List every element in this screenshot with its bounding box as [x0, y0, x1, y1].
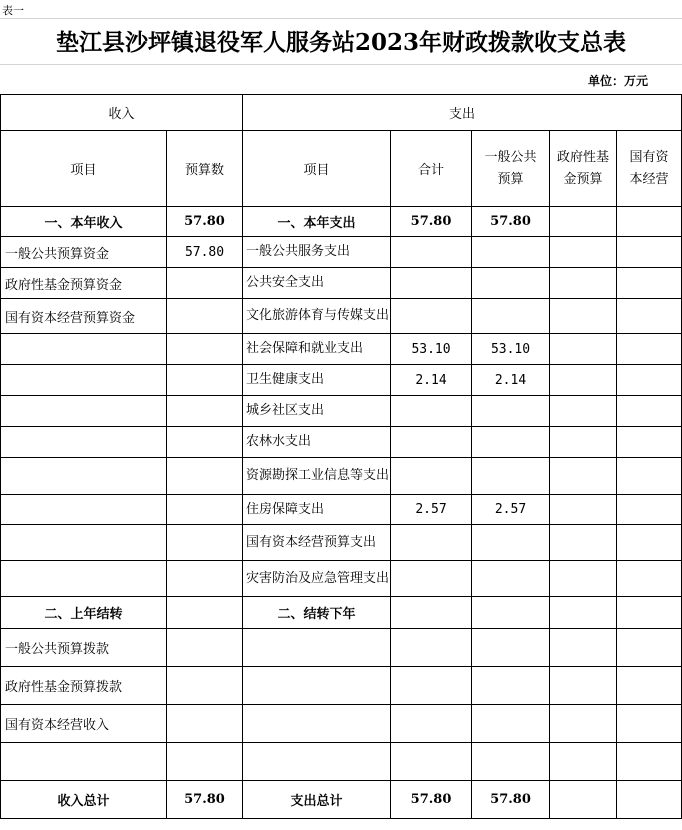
state-capital-cell	[617, 525, 682, 561]
income-value-cell	[167, 396, 243, 427]
gov-fund-cell	[550, 667, 617, 705]
total-value-cell: 57.80	[391, 207, 472, 237]
income-item-cell: 政府性基金预算拨款	[1, 667, 167, 705]
gov-fund-cell	[550, 781, 617, 819]
general-budget-cell: 53.10	[472, 334, 550, 365]
budget-table	[0, 94, 682, 819]
expense-item-cell: 卫生健康支出	[243, 365, 391, 396]
income-item-cell	[1, 365, 167, 396]
income-value-cell	[167, 667, 243, 705]
income-value-cell	[167, 458, 243, 495]
income-item-cell: 二、上年结转	[1, 597, 167, 629]
section-header-row	[1, 95, 682, 131]
expense-item-cell: 国有资本经营预算支出	[243, 525, 391, 561]
income-item-cell: 收入总计	[1, 781, 167, 819]
income-value-cell	[167, 268, 243, 299]
gov-fund-cell	[550, 561, 617, 597]
expense-item-cell: 支出总计	[243, 781, 391, 819]
income-value-cell: 57.80	[167, 207, 243, 237]
gov-fund-cell	[550, 396, 617, 427]
gov-fund-cell	[550, 237, 617, 268]
state-capital-cell	[617, 667, 682, 705]
income-item-header: 项目	[1, 131, 167, 207]
state-capital-cell	[617, 743, 682, 781]
state-capital-cell	[617, 207, 682, 237]
table-row	[1, 365, 682, 396]
total-header: 合计	[391, 131, 472, 207]
table-row	[1, 667, 682, 705]
gov-fund-header: 政府性基金预算	[550, 131, 617, 207]
gov-fund-cell	[550, 334, 617, 365]
income-item-cell	[1, 743, 167, 781]
general-budget-cell: 2.14	[472, 365, 550, 396]
expense-item-cell: 灾害防治及应急管理支出	[243, 561, 391, 597]
expense-item-cell: 城乡社区支出	[243, 396, 391, 427]
income-value-cell: 57.80	[167, 237, 243, 268]
expense-item-cell: 文化旅游体育与传媒支出	[243, 299, 391, 334]
income-item-cell	[1, 495, 167, 525]
gov-fund-cell	[550, 299, 617, 334]
general-budget-cell	[472, 396, 550, 427]
general-budget-cell	[472, 705, 550, 743]
income-value-cell	[167, 629, 243, 667]
table-row	[1, 299, 682, 334]
page-title: 垫江县沙坪镇退役军人服务站2023年财政拨款收支总表	[55, 29, 626, 56]
state-capital-cell	[617, 334, 682, 365]
total-value-cell: 2.14	[391, 365, 472, 396]
budget-header: 预算数	[167, 131, 243, 207]
general-budget-cell	[472, 561, 550, 597]
state-capital-cell	[617, 561, 682, 597]
expense-item-header: 项目	[243, 131, 391, 207]
total-value-cell	[391, 299, 472, 334]
table-row	[1, 495, 682, 525]
state-capital-header: 国有资本经营	[617, 131, 682, 207]
general-budget-cell	[472, 629, 550, 667]
general-budget-cell: 2.57	[472, 495, 550, 525]
income-item-cell	[1, 334, 167, 365]
total-value-cell: 53.10	[391, 334, 472, 365]
gov-fund-cell	[550, 743, 617, 781]
unit-label: 单位：万元	[587, 74, 648, 88]
gridline	[0, 18, 682, 19]
income-value-cell	[167, 495, 243, 525]
gov-fund-cell	[550, 525, 617, 561]
general-budget-cell	[472, 458, 550, 495]
table-row	[1, 705, 682, 743]
expense-item-cell: 资源勘探工业信息等支出	[243, 458, 391, 495]
income-item-cell	[1, 396, 167, 427]
table-row	[1, 427, 682, 458]
gov-fund-cell	[550, 427, 617, 458]
table-row	[1, 561, 682, 597]
gov-fund-cell	[550, 365, 617, 396]
expense-item-cell	[243, 705, 391, 743]
general-budget-cell	[472, 597, 550, 629]
state-capital-cell	[617, 458, 682, 495]
total-value-cell: 57.80	[391, 781, 472, 819]
total-value-cell	[391, 629, 472, 667]
general-budget-cell	[472, 667, 550, 705]
income-value-cell	[167, 561, 243, 597]
income-item-cell	[1, 427, 167, 458]
income-header: 收入	[1, 95, 243, 131]
general-budget-cell: 57.80	[472, 207, 550, 237]
state-capital-cell	[617, 629, 682, 667]
expense-item-cell	[243, 667, 391, 705]
state-capital-cell	[617, 268, 682, 299]
table-row	[1, 597, 682, 629]
gov-fund-cell	[550, 597, 617, 629]
total-value-cell	[391, 268, 472, 299]
gridline	[0, 64, 682, 65]
general-budget-cell: 57.80	[472, 781, 550, 819]
expense-item-cell: 住房保障支出	[243, 495, 391, 525]
expense-item-cell: 二、结转下年	[243, 597, 391, 629]
total-value-cell	[391, 561, 472, 597]
total-value-cell	[391, 427, 472, 458]
income-value-cell	[167, 427, 243, 458]
table-row	[1, 207, 682, 237]
general-budget-cell	[472, 237, 550, 268]
table-row	[1, 237, 682, 268]
expense-item-cell: 农林水支出	[243, 427, 391, 458]
total-value-cell	[391, 237, 472, 268]
income-value-cell	[167, 334, 243, 365]
income-item-cell: 政府性基金预算资金	[1, 268, 167, 299]
gov-fund-cell	[550, 495, 617, 525]
income-item-cell	[1, 525, 167, 561]
gov-fund-cell	[550, 629, 617, 667]
table-row	[1, 268, 682, 299]
income-value-cell	[167, 365, 243, 396]
state-capital-cell	[617, 237, 682, 268]
expense-item-cell: 社会保障和就业支出	[243, 334, 391, 365]
gov-fund-cell	[550, 268, 617, 299]
total-value-cell	[391, 597, 472, 629]
income-value-cell	[167, 299, 243, 334]
expense-item-cell: 一、本年支出	[243, 207, 391, 237]
state-capital-cell	[617, 781, 682, 819]
income-value-cell	[167, 525, 243, 561]
table-row	[1, 525, 682, 561]
income-item-cell: 国有资本经营预算资金	[1, 299, 167, 334]
expense-item-cell: 公共安全支出	[243, 268, 391, 299]
total-value-cell	[391, 525, 472, 561]
state-capital-cell	[617, 396, 682, 427]
income-item-cell	[1, 458, 167, 495]
general-budget-cell	[472, 743, 550, 781]
total-value-cell	[391, 667, 472, 705]
table-row	[1, 458, 682, 495]
table-row	[1, 396, 682, 427]
income-item-cell: 一般公共预算资金	[1, 237, 167, 268]
income-item-cell: 一、本年收入	[1, 207, 167, 237]
income-value-cell	[167, 705, 243, 743]
state-capital-cell	[617, 705, 682, 743]
total-value-cell	[391, 458, 472, 495]
total-value-cell	[391, 396, 472, 427]
table-row	[1, 629, 682, 667]
state-capital-cell	[617, 365, 682, 396]
gov-fund-cell	[550, 705, 617, 743]
table-row	[1, 743, 682, 781]
income-item-cell	[1, 561, 167, 597]
income-item-cell: 国有资本经营收入	[1, 705, 167, 743]
state-capital-cell	[617, 299, 682, 334]
expense-item-cell	[243, 629, 391, 667]
general-budget-cell	[472, 525, 550, 561]
general-budget-header: 一般公共预算	[472, 131, 550, 207]
income-value-cell	[167, 743, 243, 781]
column-header-row	[1, 131, 682, 207]
table-row	[1, 781, 682, 819]
total-value-cell: 2.57	[391, 495, 472, 525]
income-value-cell: 57.80	[167, 781, 243, 819]
gov-fund-cell	[550, 207, 617, 237]
state-capital-cell	[617, 427, 682, 458]
general-budget-cell	[472, 299, 550, 334]
gov-fund-cell	[550, 458, 617, 495]
state-capital-cell	[617, 597, 682, 629]
table-row	[1, 334, 682, 365]
general-budget-cell	[472, 427, 550, 458]
total-value-cell	[391, 743, 472, 781]
general-budget-cell	[472, 268, 550, 299]
expense-item-cell: 一般公共服务支出	[243, 237, 391, 268]
sheet-label: 表一	[2, 4, 24, 17]
income-value-cell	[167, 597, 243, 629]
income-item-cell: 一般公共预算拨款	[1, 629, 167, 667]
expense-item-cell	[243, 743, 391, 781]
state-capital-cell	[617, 495, 682, 525]
total-value-cell	[391, 705, 472, 743]
expense-header: 支出	[243, 95, 682, 131]
